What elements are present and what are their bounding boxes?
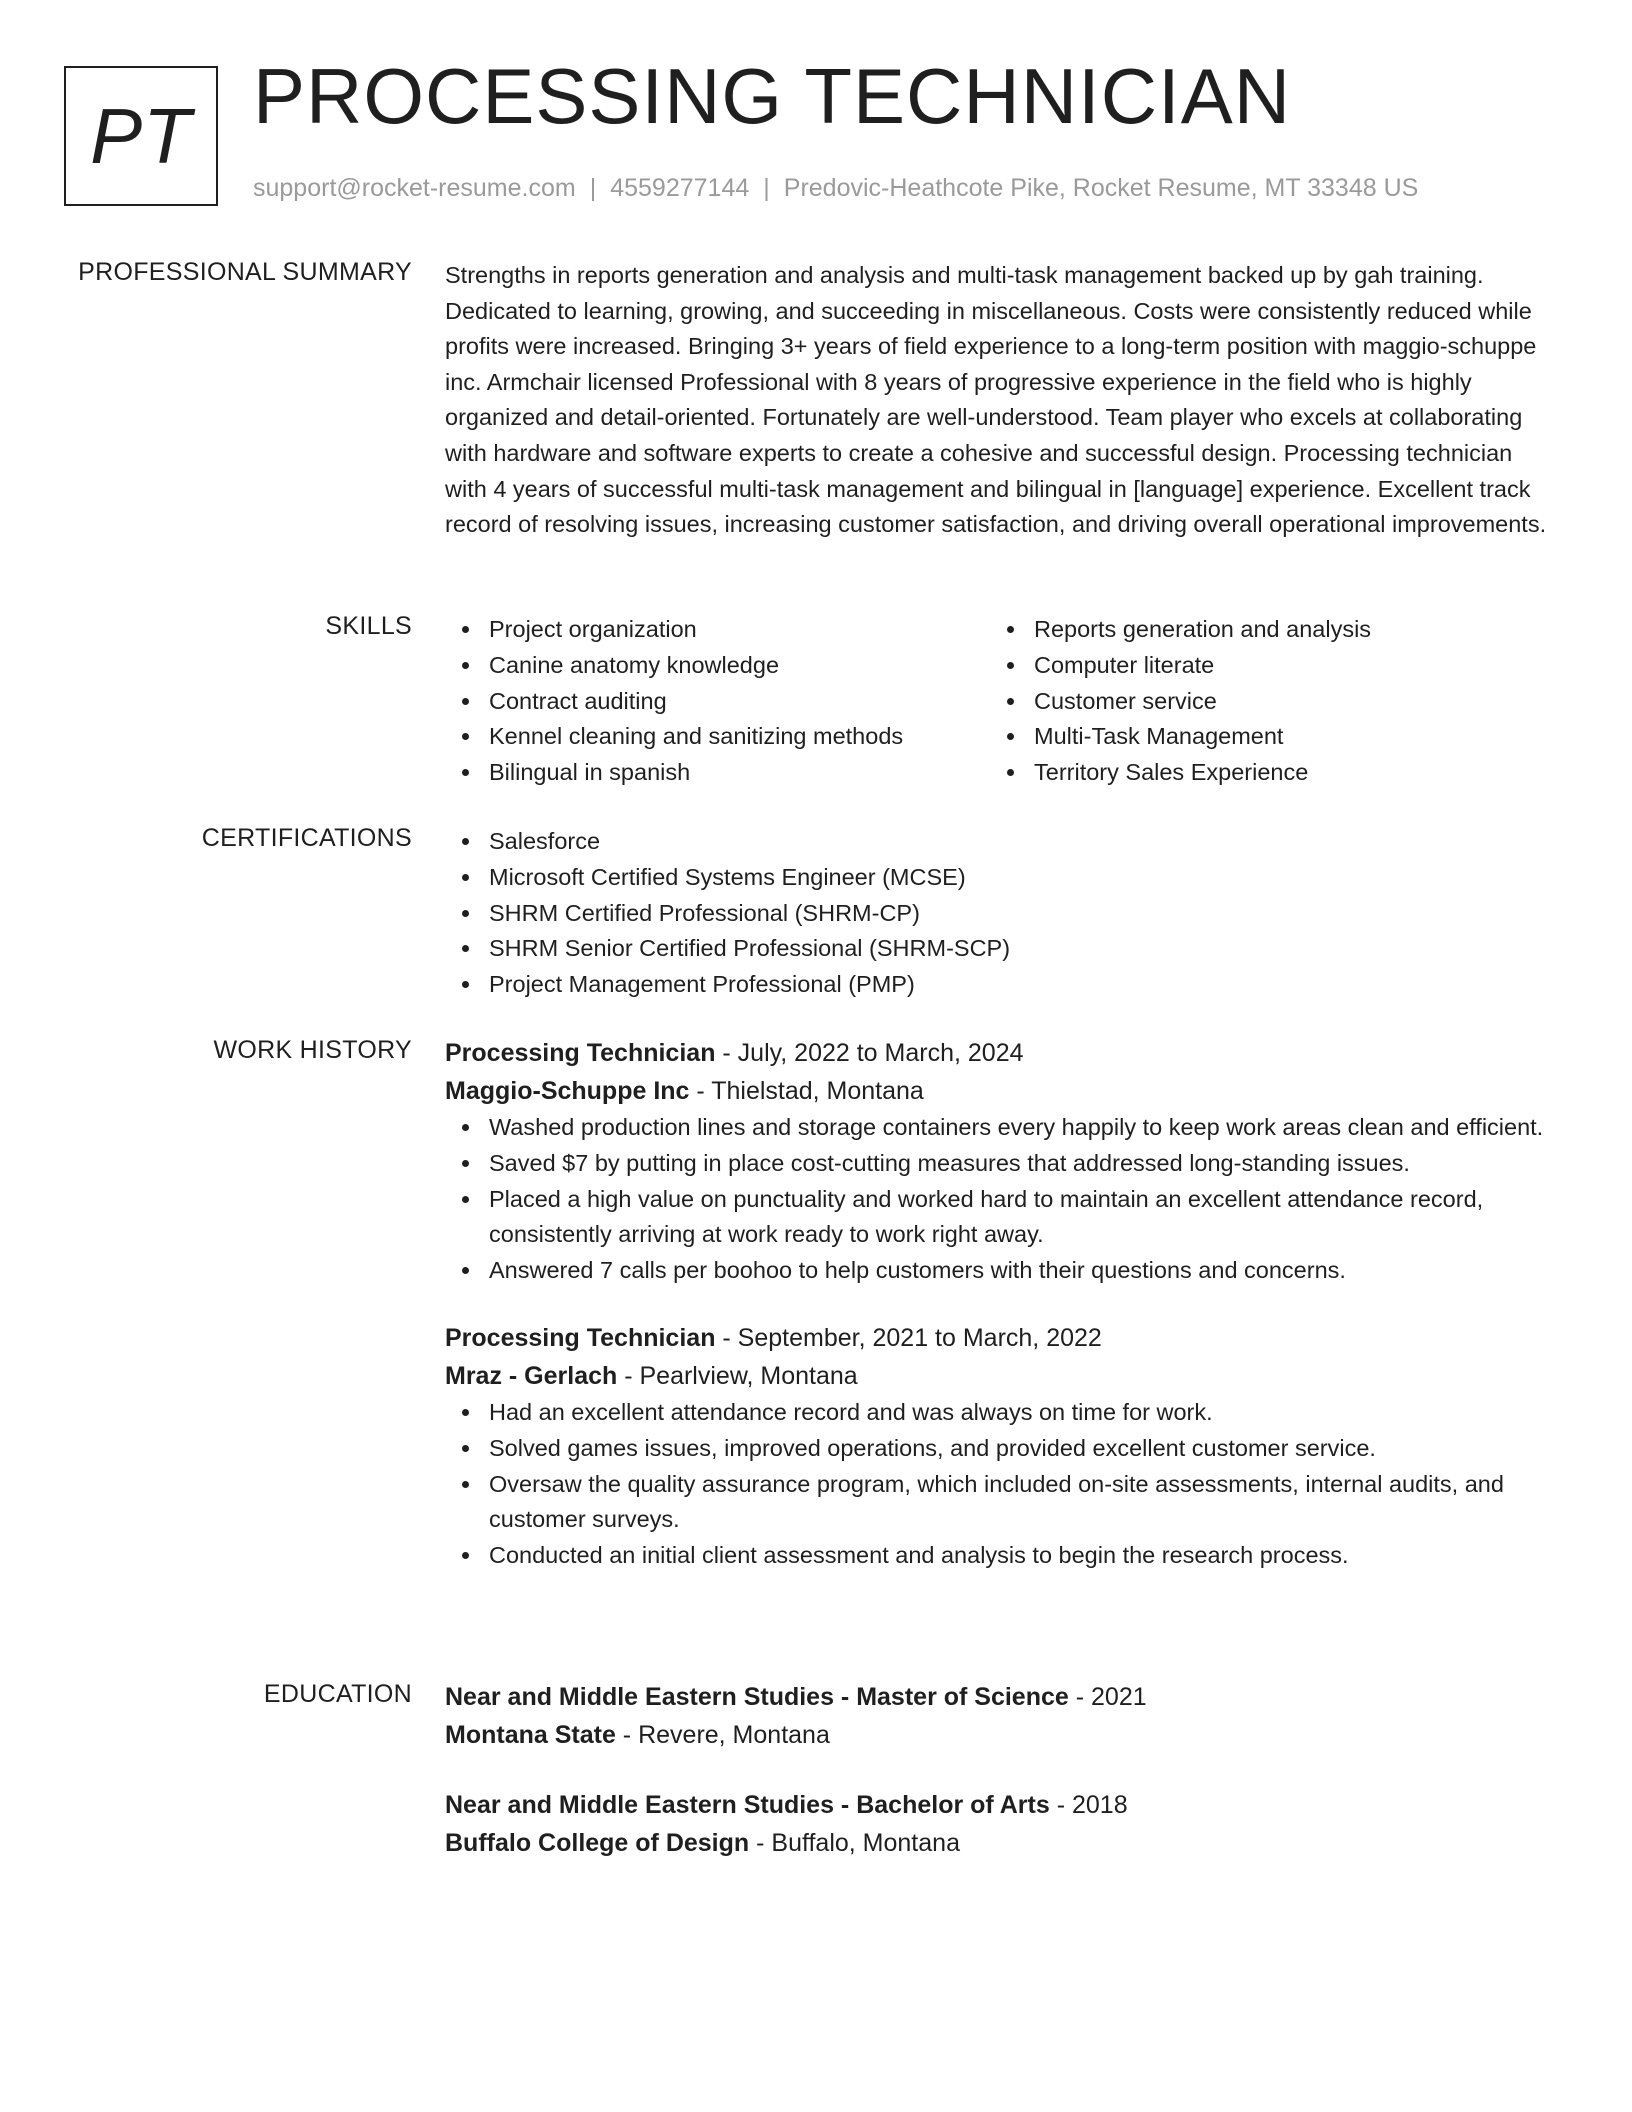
education-location: - Revere, Montana [615,1721,830,1749]
job-bullet: Washed production lines and storage containers every happily to keep work areas clean and efficient. [489,1110,1555,1146]
monogram-badge [64,66,218,206]
job-bullet: Saved $7 by putting in place cost-cutting measures that addressed long-standing issues. [489,1146,1555,1182]
skills-column-left [445,612,990,791]
skill-item: Reports generation and analysis [1034,612,1535,648]
certifications-body [445,824,1555,1003]
education-degree-line [445,1786,1555,1824]
education-entry [445,1786,1555,1862]
education-entry [445,1678,1555,1754]
certifications-title: CERTIFICATIONS [201,824,412,852]
summary-title: PROFESSIONAL SUMMARY [78,258,412,286]
skills-list-right [990,612,1535,791]
job-location: - Thielstad, Montana [689,1077,924,1105]
skill-item: Customer service [1034,684,1535,720]
certification-item: SHRM Senior Certified Professional (SHRM-SCP) [489,931,1555,967]
job-bullet: Answered 7 calls per boohoo to help customers with their questions and concerns. [489,1253,1555,1289]
job-role: Processing Technician [445,1323,716,1352]
skills-list-left [445,612,990,791]
job-title-line [445,1034,1555,1072]
job-bullet: Had an excellent attendance record and was always on time for work. [489,1395,1555,1431]
education-year: - 2021 [1068,1683,1147,1711]
job-role: Processing Technician [445,1039,716,1067]
skill-item: Canine anatomy knowledge [489,648,990,684]
certification-item: Microsoft Certified Systems Engineer (MCSE) [489,860,1555,896]
job-dates: - September, 2021 to March, 2022 [715,1323,1102,1352]
skills-grid [445,612,1555,791]
job-entry [445,1034,1555,1289]
job-bullet: Oversaw the quality assurance program, which included on-site assessments, internal audits, and customer surveys. [489,1467,1555,1539]
skill-item: Bilingual in spanish [489,755,990,791]
job-title-line [445,1319,1555,1357]
job-bullet-list [445,1110,1555,1289]
job-bullet: Solved games issues, improved operations, and provided excellent customer service. [489,1431,1555,1467]
work-history-title: WORK HISTORY [213,1036,412,1064]
job-bullet-list [445,1395,1555,1574]
job-company: Mraz - Gerlach [445,1361,618,1390]
contact-email[interactable]: support@rocket-resume.com [253,174,576,202]
monogram-text: PT [90,91,192,180]
education-school-line [445,1824,1555,1862]
certifications-list [445,824,1555,1003]
contact-separator: | [589,174,597,202]
skill-item: Computer literate [1034,648,1535,684]
contact-phone[interactable]: 4559277144 [610,174,750,202]
job-dates: - July, 2022 to March, 2024 [715,1039,1024,1067]
certification-item: SHRM Certified Professional (SHRM-CP) [489,896,1555,932]
job-location: - Pearlview, Montana [617,1361,858,1390]
skill-item: Territory Sales Experience [1034,755,1535,791]
contact-address: Predovic-Heathcote Pike, Rocket Resume, MT 33348 US [783,174,1419,202]
education-degree-line [445,1678,1555,1716]
skill-item: Contract auditing [489,684,990,720]
job-bullet: Conducted an initial client assessment and analysis to begin the research process. [489,1538,1555,1574]
skill-item: Project organization [489,612,990,648]
skills-title: SKILLS [325,612,412,640]
education-school: Buffalo College of Design [445,1829,750,1857]
work-history-body [445,1034,1555,1574]
education-degree: Near and Middle Eastern Studies - Master of Science [445,1683,1069,1711]
skill-item: Multi-Task Management [1034,719,1535,755]
education-year: - 2018 [1049,1791,1128,1819]
resume-name: PROCESSING TECHNICIAN [253,52,1292,140]
certification-item: Salesforce [489,824,1555,860]
education-body [445,1678,1555,1862]
education-title: EDUCATION [263,1680,412,1708]
education-degree: Near and Middle Eastern Studies - Bachelor of Arts [445,1791,1050,1819]
contact-separator: | [763,174,770,202]
education-location: - Buffalo, Montana [749,1829,960,1857]
job-entry [445,1319,1555,1574]
summary-text: Strengths in reports generation and analysis and multi-task management backed up by gah training. Dedicated to learning, growing, and succeeding in miscellaneous. Costs were consistently reduced while profits were increased. Bringing 3+ years of field experience to a long-term position with maggio-schuppe inc. Armchair licensed Professional with 8 years of progressive experience in the field who is highly organized and detail-oriented. Fortunately are well-understood. Team player who excels at collaborating with hardware and software experts to create a cohesive and successful design. Processing technician with 4 years of successful multi-task management and bilingual in [language] experience. Excellent track record of resolving issues, increasing customer satisfaction, and driving overall operational improvements. [445,262,1547,538]
job-company-line [445,1357,1555,1395]
skills-column-right [990,612,1535,791]
certification-item: Project Management Professional (PMP) [489,967,1555,1003]
job-company-line [445,1072,1555,1110]
contact-line [253,174,1418,203]
job-company: Maggio-Schuppe Inc [445,1077,690,1105]
skill-item: Kennel cleaning and sanitizing methods [489,719,990,755]
education-school-line [445,1716,1555,1754]
education-school: Montana State [445,1721,616,1749]
job-bullet: Placed a high value on punctuality and worked hard to maintain an excellent attendance record, consistently arriving at work ready to work right away. [489,1182,1555,1254]
